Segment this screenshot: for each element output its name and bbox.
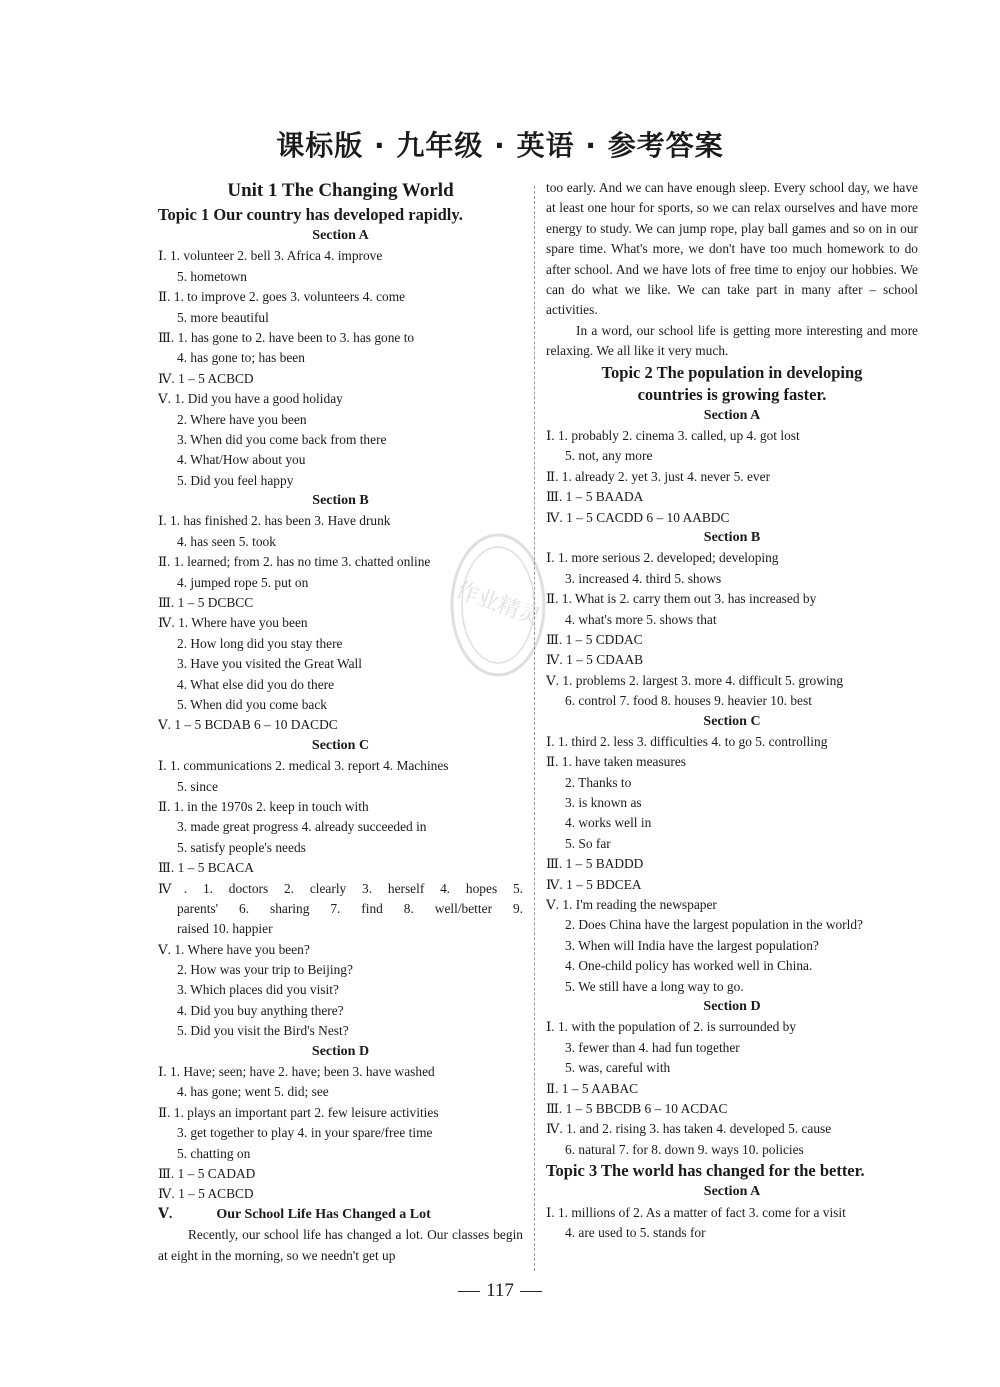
answer-line: 2. Thanks to (565, 774, 632, 790)
answer-line: 3. Have you visited the Great Wall (177, 656, 362, 672)
answer-line: 4. works well in (565, 815, 652, 831)
answer-line: Ⅳ. 1 – 5 CACDD 6 – 10 AABDC (546, 509, 730, 525)
essay-paragraph: too early. And we can have enough sleep. Every school day, we have at least one hour for sports, so we can relax ourselves and have more energy to study. We can jump rope, play ball games and so on in our spare time. What's more, we don't have too much homework to do after school. And we have lots of free time to enjoy our hobbies. We can do what we like. We can take part in many after – school activities. (546, 180, 918, 318)
watermark-text: 作业精灵 (452, 577, 544, 632)
answer-line: Ⅱ. 1. have taken measures (546, 754, 686, 770)
page-number-dash-left (458, 1291, 480, 1292)
essay-title: Our School Life Has Changed a Lot (216, 1206, 431, 1222)
answer-line: Ⅱ. 1. plays an important part 2. few leisure activities (158, 1104, 439, 1120)
answer-line: Ⅰ. 1. with the population of 2. is surrounded by (546, 1019, 797, 1035)
essay-title-line (158, 1205, 523, 1225)
answer-line: 4. Did you buy anything there? (177, 1002, 344, 1018)
answer-line: 5. We still have a long way to go. (565, 978, 744, 994)
right-column (546, 178, 918, 1243)
answer-line: 4. jumped rope 5. put on (177, 574, 309, 590)
answer-line: 4. has seen 5. took (177, 533, 276, 549)
answer-line: 5. since (177, 778, 218, 794)
answer-line: 5. So far (565, 835, 611, 851)
answer-line: Ⅱ. 1. already 2. yet 3. just 4. never 5. ever (546, 468, 771, 484)
answer-line: 4. has gone; went 5. did; see (177, 1084, 329, 1100)
topic-heading: countries is growing faster. (637, 384, 827, 404)
answer-line: 2. Where have you been (177, 411, 307, 427)
page-number-dash-right (520, 1291, 542, 1292)
answer-line: Ⅲ. 1 – 5 BAADA (546, 489, 644, 505)
topic-heading: Topic 1 Our country has developed rapidly. (158, 205, 463, 224)
answer-line: 3. get together to play 4. in your spare/free time (177, 1125, 433, 1141)
answer-line: raised 10. happier (177, 921, 273, 937)
answer-line: 4. What else did you do there (177, 676, 335, 692)
answer-line: Ⅴ. 1. I'm reading the newspaper (546, 897, 717, 913)
section-heading: Section D (703, 998, 761, 1014)
answer-line: 5. not, any more (565, 448, 653, 464)
answer-line: Ⅰ. 1. probably 2. cinema 3. called, up 4. got lost (546, 428, 800, 444)
answer-line: 2. How long did you stay there (177, 635, 343, 651)
answer-line: 5. satisfy people's needs (177, 839, 306, 855)
answer-line: 4. what's more 5. shows that (565, 611, 717, 627)
answer-line: Ⅱ. 1. to improve 2. goes 3. volunteers 4. come (158, 289, 406, 305)
answer-line: 5. When did you come back (177, 696, 327, 712)
answer-line: Ⅴ. 1. problems 2. largest 3. more 4. difficult 5. growing (546, 672, 844, 688)
answer-line: 4. What/How about you (177, 452, 306, 468)
essay-paragraph: Recently, our school life has changed a lot. Our classes begin at eight in the morning, so we needn't get up (158, 1227, 523, 1263)
answer-line: Ⅲ. 1 – 5 CADAD (158, 1165, 256, 1181)
answer-line: 3. Which places did you visit? (177, 982, 339, 998)
answer-line: 5. Did you feel happy (177, 472, 294, 488)
answer-line: 6. control 7. food 8. houses 9. heavier 10. best (565, 693, 812, 709)
answer-line: Ⅱ. 1. in the 1970s 2. keep in touch with (158, 798, 369, 814)
answer-line: Ⅴ. 1. Did you have a good holiday (158, 391, 343, 407)
answer-line: 5. Did you visit the Bird's Nest? (177, 1023, 349, 1039)
section-heading: Section A (703, 1184, 761, 1200)
left-column (158, 178, 523, 1266)
column-divider (534, 186, 535, 1271)
essay-paragraph: In a word, our school life is getting more interesting and more relaxing. We all like it very much. (546, 322, 918, 359)
answer-line: Ⅳ. 1 – 5 ACBCD (158, 370, 254, 386)
answer-line: parents' 6. sharing 7. find 8. well/better 9. (177, 900, 523, 916)
section-heading: Section B (312, 493, 369, 509)
answer-line: Ⅱ. 1 – 5 AABAC (546, 1080, 639, 1096)
section-heading: Section B (703, 530, 761, 545)
answer-line: 3. made great progress 4. already succeeded in (177, 819, 427, 835)
unit-heading: Unit 1 The Changing World (227, 180, 454, 201)
answer-line: 2. Does China have the largest population in the world? (565, 917, 864, 933)
answer-line: Ⅰ. 1. volunteer 2. bell 3. Africa 4. improve (158, 248, 383, 264)
page-title: 课标版 · 九年级 · 英语 · 参考答案 (276, 129, 724, 162)
answer-line: 5. chatting on (177, 1145, 251, 1161)
answer-line: Ⅰ. 1. has finished 2. has been 3. Have drunk (158, 513, 391, 529)
answer-line: Ⅰ. 1. millions of 2. As a matter of fact 3. come for a visit (546, 1204, 846, 1220)
section-heading: Section C (311, 737, 370, 753)
answer-line: Ⅰ. 1. communications 2. medical 3. report 4. Machines (158, 758, 449, 774)
page-number-value: 117 (486, 1280, 514, 1301)
topic-heading: Topic 3 The world has changed for the better. (546, 1161, 865, 1181)
answer-line: Ⅲ. 1 – 5 BCACA (158, 860, 254, 876)
watermark-stamp (444, 525, 552, 685)
answer-line: Ⅲ. 1. has gone to 2. have been to 3. has gone to (158, 329, 415, 345)
answer-line: 5. was, careful with (565, 1060, 671, 1076)
page-number (0, 1280, 1000, 1302)
answer-line: 2. How was your trip to Beijing? (177, 962, 353, 978)
answer-line: 3. When did you come back from there (177, 431, 387, 447)
answer-line: Ⅲ. 1 – 5 CDDAC (546, 631, 643, 647)
section-heading: Section A (703, 407, 761, 423)
section-heading: Section D (311, 1043, 370, 1059)
answer-line: 4. One-child policy has worked well in China. (565, 958, 813, 974)
answer-line: Ⅴ. 1. Where have you been? (158, 941, 310, 957)
answer-line: Ⅰ. 1. third 2. less 3. difficulties 4. to go 5. controlling (546, 733, 828, 749)
answer-line: 3. When will India have the largest population? (565, 937, 819, 953)
answer-line: Ⅳ. 1. Where have you been (158, 615, 308, 631)
answer-line: Ⅳ. 1. doctors 2. clearly 3. herself 4. hopes 5. (158, 880, 523, 896)
answer-line: 3. fewer than 4. had fun together (565, 1039, 740, 1055)
answer-line: Ⅰ. 1. Have; seen; have 2. have; been 3. have washed (158, 1064, 435, 1080)
topic-heading: Topic 2 The population in developing (601, 362, 863, 382)
answer-line: Ⅳ. 1 – 5 CDAAB (546, 652, 644, 668)
answer-line: Ⅰ. 1. more serious 2. developed; developing (546, 550, 779, 566)
answer-line: 4. are used to 5. stands for (565, 1224, 706, 1240)
answer-line: 6. natural 7. for 8. down 9. ways 10. policies (565, 1141, 804, 1157)
answer-line: Ⅱ. 1. learned; from 2. has no time 3. chatted online (158, 554, 431, 570)
section-heading: Section A (312, 228, 369, 243)
answer-line: 4. has gone to; has been (177, 350, 305, 366)
answer-line: Ⅲ. 1 – 5 BBCDB 6 – 10 ACDAC (546, 1100, 728, 1116)
answer-line: Ⅲ. 1 – 5 DCBCC (158, 595, 254, 611)
answer-line: Ⅴ. 1 – 5 BCDAB 6 – 10 DACDC (158, 717, 338, 733)
answer-line: Ⅳ. 1 – 5 BDCEA (546, 876, 642, 892)
answer-line: 5. more beautiful (177, 309, 269, 325)
answer-line: 3. increased 4. third 5. shows (565, 570, 722, 586)
section-heading: Section C (703, 713, 761, 729)
answer-line: 3. is known as (565, 795, 642, 811)
essay-label: Ⅴ. (158, 1206, 173, 1222)
answer-line: Ⅲ. 1 – 5 BADDD (546, 856, 644, 872)
answer-line: Ⅳ. 1 – 5 ACBCD (158, 1186, 254, 1202)
answer-line: Ⅱ. 1. What is 2. carry them out 3. has increased by (546, 591, 817, 607)
answer-line: Ⅳ. 1. and 2. rising 3. has taken 4. developed 5. cause (546, 1121, 832, 1137)
answer-line: 5. hometown (177, 268, 247, 284)
